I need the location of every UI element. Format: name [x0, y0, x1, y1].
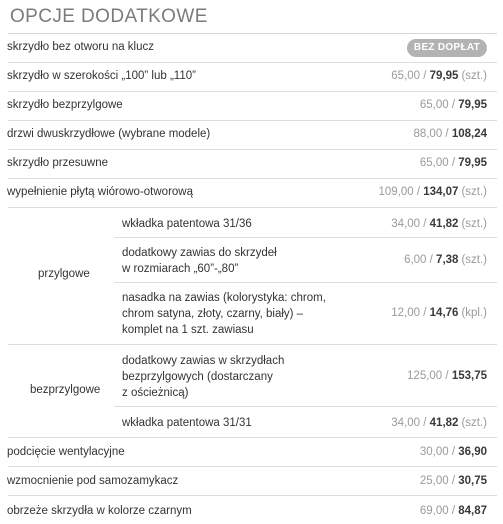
sub-row-label: dodatkowy zawias w skrzydłach bezprzylgowych (dostarczany z ościeżnicą) — [122, 355, 285, 399]
sub-row-label: dodatkowy zawias do skrzydeł w rozmiarach „60”-„80” — [122, 247, 277, 275]
sub-row-label: nasadka na zawias (kolorystyka: chrom, chrom satyna, złoty, czarny, biały) – komplet na 1 szt. zawiasu — [122, 292, 326, 336]
row-price: 30,00 / 36,90 — [419, 446, 487, 458]
divider — [114, 406, 497, 407]
free-badge: BEZ DOPŁAT — [407, 39, 487, 57]
sub-row-price: 125,00 / 153,75 — [407, 370, 487, 382]
sub-row-label: wkładka patentowa 31/31 — [122, 417, 252, 429]
row-price: 65,00 / 79,95 (szt.) — [391, 70, 487, 82]
divider — [8, 149, 497, 150]
row-label: wzmocnienie pod samozamykacz — [7, 475, 179, 487]
row-price: 109,00 / 134,07 (szt.) — [378, 186, 487, 198]
divider — [8, 466, 497, 467]
divider — [114, 237, 497, 238]
sub-row-price: 34,00 / 41,82 (szt.) — [391, 218, 487, 230]
sub-row-price: 34,00 / 41,82 (szt.) — [391, 417, 487, 429]
row-label: skrzydło przesuwne — [7, 157, 108, 169]
row-price: 88,00 / 108,24 — [413, 128, 487, 140]
title-divider — [8, 33, 497, 34]
row-label: wypełnienie płytą wiórowo-otworową — [7, 186, 194, 198]
page-title: OPCJE DODATKOWE — [10, 6, 208, 27]
divider — [8, 120, 497, 121]
divider — [114, 282, 497, 283]
divider — [8, 207, 497, 208]
divider — [8, 344, 497, 345]
sub-row-label: wkładka patentowa 31/36 — [122, 218, 252, 230]
row-price: 65,00 / 79,95 — [419, 157, 487, 169]
row-label: skrzydło bez otworu na klucz — [7, 41, 155, 53]
sub-row-price: 6,00 / 7,38 (szt.) — [404, 254, 487, 266]
row-label: drzwi dwuskrzydłowe (wybrane modele) — [7, 128, 211, 140]
group-label-bezprzylgowe: bezprzylgowe — [30, 384, 101, 396]
divider — [8, 178, 497, 179]
sub-row-price: 12,00 / 14,76 (kpl.) — [391, 307, 487, 319]
divider — [8, 495, 497, 496]
row-price: 69,00 / 84,87 — [419, 505, 487, 517]
row-price: 65,00 / 79,95 — [419, 99, 487, 111]
row-label: skrzydło w szerokości „100” lub „110” — [7, 70, 196, 82]
row-label: obrzeże skrzydła w kolorze czarnym — [7, 505, 192, 517]
divider — [8, 62, 497, 63]
group-label-przylgowe: przylgowe — [38, 268, 90, 280]
row-label: skrzydło bezprzylgowe — [7, 99, 123, 111]
row-label: podcięcie wentylacyjne — [7, 446, 125, 458]
divider — [8, 437, 497, 438]
row-price: 25,00 / 30,75 — [419, 475, 487, 487]
divider — [8, 91, 497, 92]
